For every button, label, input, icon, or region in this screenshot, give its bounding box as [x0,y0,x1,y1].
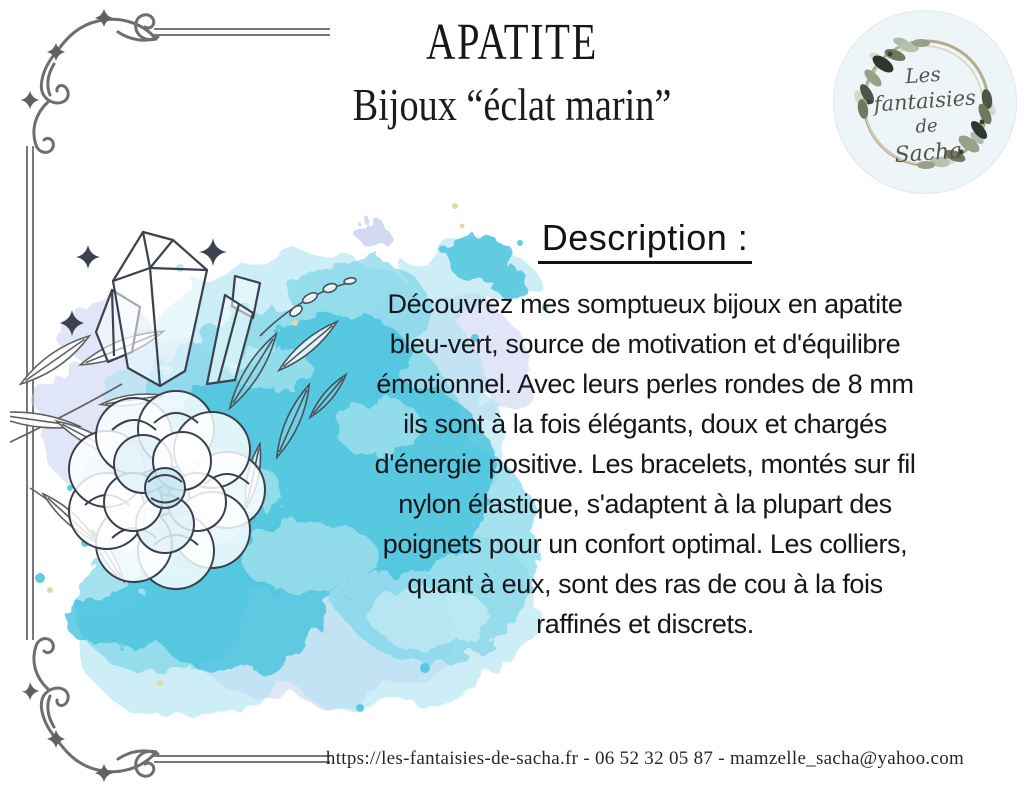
description-heading: Description : [538,218,753,264]
footer-phone: 06 52 32 05 87 [595,748,714,769]
footer-separator: - [578,748,595,769]
description-line: poignets pour un confort optimal. Les colliers, [382,529,908,559]
footer-email: mamzelle_sacha@yahoo.com [729,748,965,769]
logo-line-3: de [914,115,939,138]
logo-line-2: fantaisies [872,85,977,117]
description-line: Découvrez mes somptueux bijoux en apatite [387,289,903,319]
logo-line-4: Sacha [893,138,964,169]
page-title: APATITE [426,14,598,71]
description-section [262,218,1024,264]
description-line: nylon élastique, s'adaptent à la plupart des [398,489,892,519]
peony-flower-illustration [69,391,265,589]
sparkle-icon [76,245,100,269]
description-body [262,284,1024,644]
description-line: ils sont à la fois élégants, doux et chargés [403,409,887,439]
description-line: bleu-vert, source de motivation et d'équilibre [389,329,901,359]
description-line: raffinés et discrets. [536,609,754,639]
footer-website: https://les-fantaisies-de-sacha.fr [325,748,579,769]
description-line: d'énergie positive. Les bracelets, montés sur fil [374,449,916,479]
description-line: quant à eux, sont des ras de cou à la fois [407,569,883,599]
brand-logo [833,10,1017,194]
page-subtitle: Bijoux “éclat marin” [352,80,672,130]
footer-contact [262,742,1024,776]
logo-line-1: Les [904,61,942,89]
footer-separator: - [713,748,730,769]
description-line: émotionnel. Avec leurs perles rondes de 8 mm [376,369,914,399]
sparkle-icon [199,238,227,266]
